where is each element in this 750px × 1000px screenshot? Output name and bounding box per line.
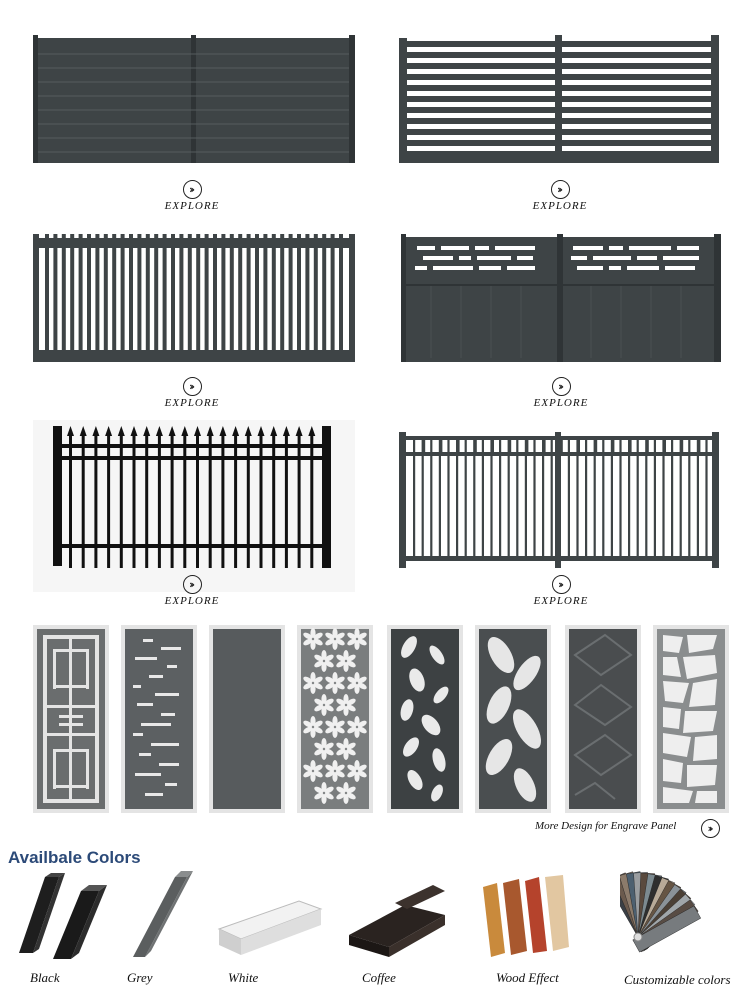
fence-image-horizontal-board — [33, 35, 355, 163]
fence-image-spear-top — [33, 420, 355, 592]
fence-image-flat-top-picket — [399, 432, 721, 568]
color-label-coffee: Coffee — [362, 970, 396, 985]
fence-image-horizontal-slat — [399, 35, 719, 163]
engrave-panel-perforated — [209, 625, 285, 813]
explore-link-vertical-slat[interactable]: ›› EXPLORE — [132, 377, 252, 409]
color-label-grey: Grey — [127, 970, 153, 985]
engrave-panel-floral-lattice — [297, 625, 373, 813]
color-label-white: White — [228, 970, 259, 985]
more-engrave-designs-link[interactable]: More Design for Engrave Panel — [535, 820, 677, 832]
chevron-right-circle-icon: ›› — [552, 377, 571, 396]
customizable-colors-fan-image — [620, 865, 740, 970]
white-profile-image — [215, 865, 325, 965]
chevron-right-circle-icon: ›› — [183, 575, 202, 594]
wood-effect-profile-image — [475, 865, 585, 965]
engrave-panel-leaves-small — [387, 625, 463, 813]
fence-image-vertical-slat — [33, 234, 355, 362]
coffee-profile-image — [345, 865, 455, 965]
black-profile-image — [15, 865, 115, 965]
chevron-right-circle-icon: ›› — [183, 180, 202, 199]
chevron-right-circle-icon: ›› — [551, 180, 570, 199]
available-colors-heading: Availbale Colors — [8, 848, 141, 867]
engrave-panel-maze — [565, 625, 641, 813]
explore-link-spear-top[interactable]: ›› EXPLORE — [132, 575, 252, 607]
chevron-right-circle-icon: ›› — [552, 575, 571, 594]
chevron-right-circle-icon[interactable]: ›› — [701, 819, 720, 838]
explore-link-horizontal-slat[interactable]: ›› EXPLORE — [500, 180, 620, 212]
color-label-wood-effect: Wood Effect — [496, 970, 559, 985]
explore-link-laser-cut-top[interactable]: ›› EXPLORE — [501, 377, 621, 409]
engrave-panel-crackle — [653, 625, 729, 813]
explore-link-flat-top-picket[interactable]: ›› EXPLORE — [501, 575, 621, 607]
color-label-customizable: Customizable colors — [624, 972, 731, 987]
color-label-black: Black — [30, 970, 60, 985]
explore-link-horizontal-board[interactable]: ›› EXPLORE — [132, 180, 252, 212]
chevron-right-circle-icon: ›› — [183, 377, 202, 396]
fence-image-laser-cut-top — [401, 234, 721, 362]
engrave-panel-leaves-large — [475, 625, 551, 813]
grey-profile-image — [125, 865, 205, 965]
engrave-panel-dashes — [121, 625, 197, 813]
engrave-panel-geometric — [33, 625, 109, 813]
